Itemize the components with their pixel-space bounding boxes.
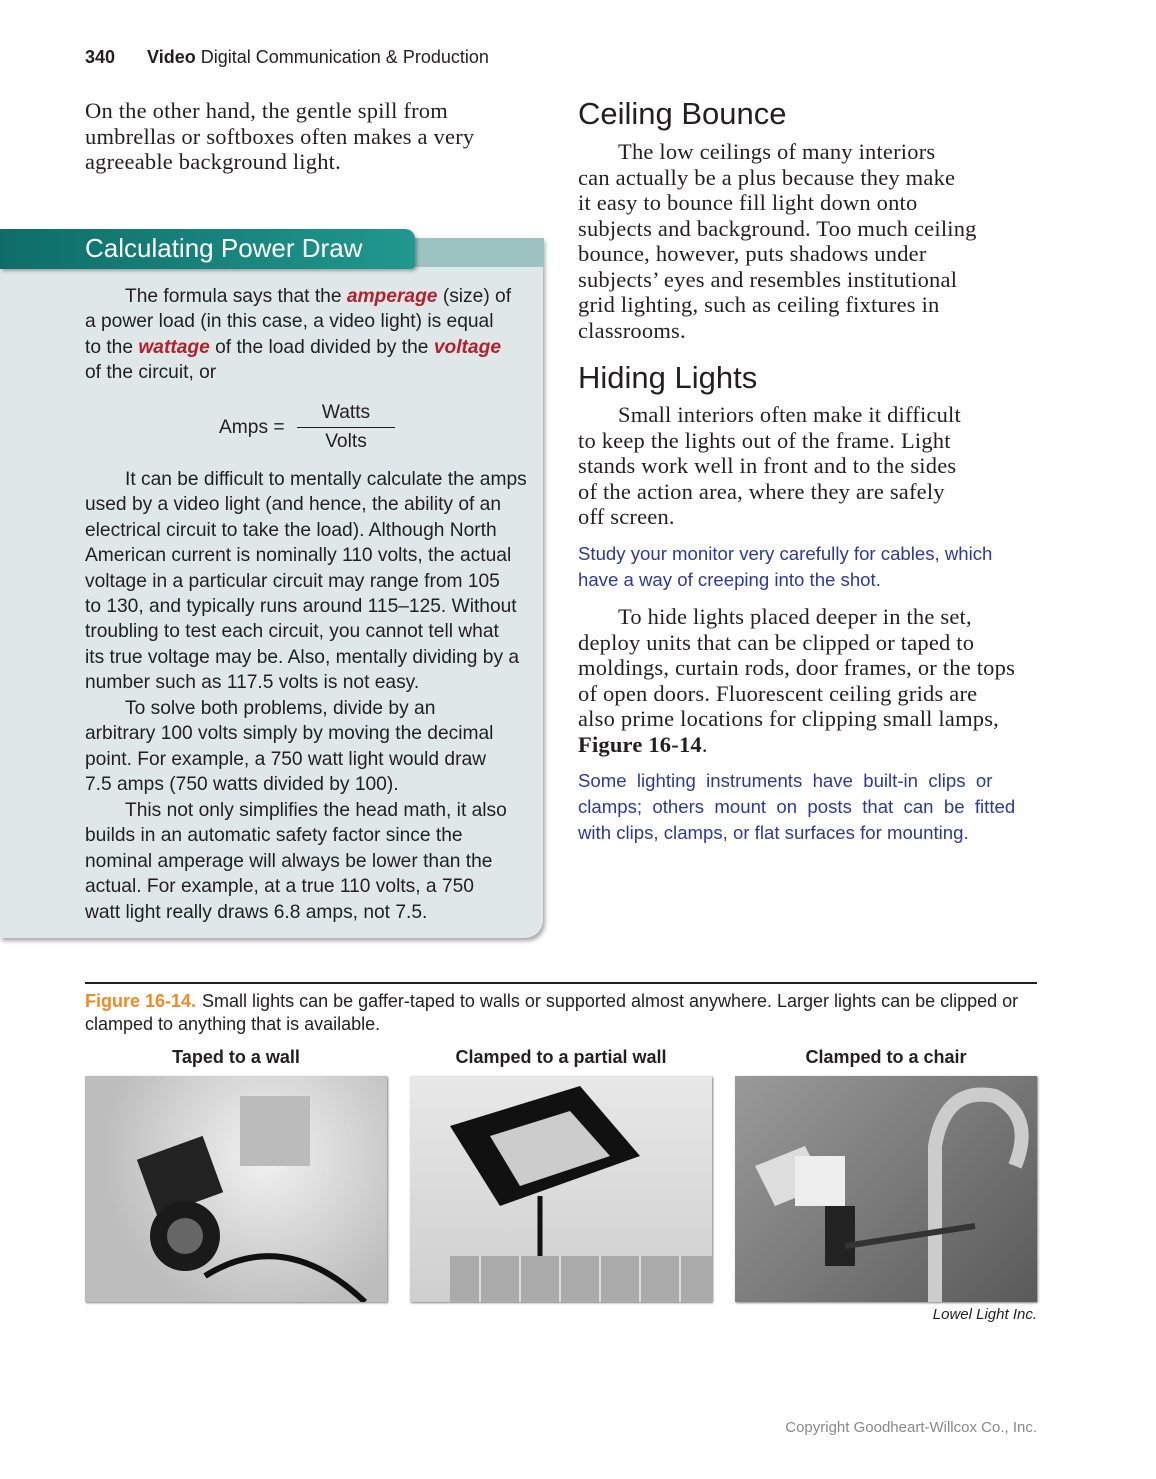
text-line: voltage in a particular circuit may range from 105 (85, 570, 500, 592)
text-line: To hide lights placed deeper in the set, (618, 604, 972, 629)
copyright: Copyright Goodheart-Willcox Co., Inc. (785, 1419, 1037, 1436)
intro-paragraph (85, 98, 474, 175)
fraction-bar (297, 427, 395, 428)
formula-lhs: Amps = (219, 417, 285, 438)
sidebar-paragraph-4 (85, 798, 507, 925)
text-line: moldings, curtain rods, door frames, or the tops (578, 655, 1016, 680)
text-line: classrooms. (578, 317, 686, 343)
text-line: umbrellas or softboxes often makes a very (85, 123, 475, 149)
sidebar-title: Calculating Power Draw (85, 233, 363, 263)
figure-rule (85, 982, 1037, 984)
text-line: have a way of creeping into the shot. (578, 569, 881, 590)
text-line: American current is nominally 110 volts, the actual (85, 545, 512, 567)
text-line: This not only simplifies the head math, it also (125, 800, 507, 821)
text-line: subjects and background. Too much ceiling (578, 215, 977, 241)
text-line: also prime locations for clipping small lamps, (578, 706, 1000, 731)
sidebar-header (0, 229, 415, 269)
text-line: troubling to test each circuit, you cannot tell what (85, 621, 499, 643)
text-line: 7.5 amps (750 watts divided by 100). (85, 774, 399, 796)
text-line: stands work well in front and to the sides (578, 453, 957, 478)
margin-note-1 (578, 541, 992, 593)
text: The formula says that the (125, 286, 347, 307)
text-line: point. For example, a 750 watt light would draw (85, 748, 487, 770)
text-line: Small interiors often make it difficult (618, 402, 961, 427)
caption-text: Small lights can be gaffer-taped to walls or supported almost anywhere. Larger lights can be clipped or clamped to anything that is available. (85, 991, 1019, 1034)
text-line: its true voltage may be. Also, mentally dividing by a (85, 646, 520, 668)
formula-numerator: Watts (321, 402, 371, 423)
text-line: deploy units that can be clipped or taped to (578, 629, 975, 655)
photo-credit: Lowel Light Inc. (932, 1306, 1037, 1323)
text-line: number such as 117.5 volts is not easy. (85, 672, 420, 694)
text-line: nominal amperage will always be lower than the (85, 850, 493, 872)
book-title-bold: Video (147, 47, 196, 67)
text-line: with clips, clamps, or flat surfaces for mounting. (578, 822, 969, 843)
photo-title-2: Clamped to a partial wall (455, 1047, 667, 1067)
photo-taped-to-wall (85, 1076, 387, 1302)
text-line: off screen. (578, 504, 675, 529)
text-line: To solve both problems, divide by an (125, 698, 436, 719)
text-line: electrical circuit to take the load). Although North (85, 519, 497, 541)
text-line: It can be difficult to mentally calculate the amps (125, 469, 527, 490)
ceiling-paragraph (578, 139, 977, 343)
text-line: can actually be a plus because they make (578, 164, 956, 190)
photo-clamped-partial-wall (410, 1076, 712, 1302)
light-illustration (85, 1076, 387, 1302)
text-line: it easy to bounce fill light down onto (578, 190, 918, 215)
text: . (701, 731, 708, 757)
text-line: actual. For example, at a true 110 volts, a 750 (85, 876, 474, 898)
margin-note-2 (578, 768, 1015, 846)
term-amperage: amperage (346, 286, 438, 307)
page-number: 340 (85, 47, 116, 67)
text-line: bounce, however, puts shadows under (578, 241, 927, 266)
text: to the (85, 336, 139, 358)
text-line: clamps; others mount on posts that can be fitted (578, 796, 1016, 817)
text-line: On the other hand, the gentle spill from (85, 98, 448, 123)
sidebar-paragraph-2 (85, 467, 527, 696)
formula-denominator: Volts (325, 431, 367, 452)
text-line: used by a video light (and hence, the ability of an (85, 494, 502, 516)
text-line: grid lighting, such as ceiling fixtures in (578, 292, 940, 317)
text-line: agreeable background light. (85, 149, 341, 174)
figure-reference: Figure 16-14 (578, 731, 702, 757)
light-illustration (410, 1076, 712, 1302)
text-line: to 130, and typically runs around 115–125. Without (85, 596, 517, 618)
heading-hiding-lights: Hiding Lights (578, 360, 758, 395)
term-voltage: voltage (433, 336, 501, 358)
text-line: of the action area, where they are safely (578, 478, 945, 504)
text-line: Some lighting instruments have built-in clips or (578, 770, 993, 791)
text-line: watt light really draws 6.8 amps, not 7.5. (85, 901, 428, 923)
text-line: Study your monitor very carefully for cables, which (578, 543, 993, 564)
text-line: to keep the lights out of the frame. Light (578, 427, 951, 453)
book-title: Digital Communication & Production (195, 47, 489, 67)
photo-clamped-chair (735, 1076, 1037, 1302)
running-header (85, 47, 489, 68)
heading-ceiling-bounce: Ceiling Bounce (578, 96, 787, 131)
paragraph-lines (578, 604, 1015, 732)
text-line: of the circuit, or (85, 362, 217, 384)
term-wattage: wattage (138, 336, 210, 358)
text-line: of open doors. Fluorescent ceiling grids are (578, 680, 978, 706)
text: of the load divided by the (209, 336, 434, 358)
figure-caption (85, 990, 1045, 1036)
figure-label: Figure 16-14. (85, 991, 197, 1011)
sidebar-paragraph-3 (85, 696, 493, 798)
sidebar-paragraph-1 (85, 284, 511, 386)
text-line: a power load (in this case, a video light) is equal (85, 311, 494, 333)
hiding-paragraph-1 (578, 402, 961, 530)
text-line: The low ceilings of many interiors (618, 139, 936, 164)
photo-title-1: Taped to a wall (172, 1047, 300, 1067)
light-illustration (735, 1076, 1037, 1302)
text-line: arbitrary 100 volts simply by moving the decimal (85, 723, 494, 745)
text: (size) of (437, 286, 512, 307)
text-line: subjects’ eyes and resembles institutional (578, 266, 958, 292)
text-line: builds in an automatic safety factor since the (85, 825, 463, 847)
photo-title-3: Clamped to a chair (805, 1047, 967, 1067)
hiding-paragraph-2 (578, 604, 1015, 757)
